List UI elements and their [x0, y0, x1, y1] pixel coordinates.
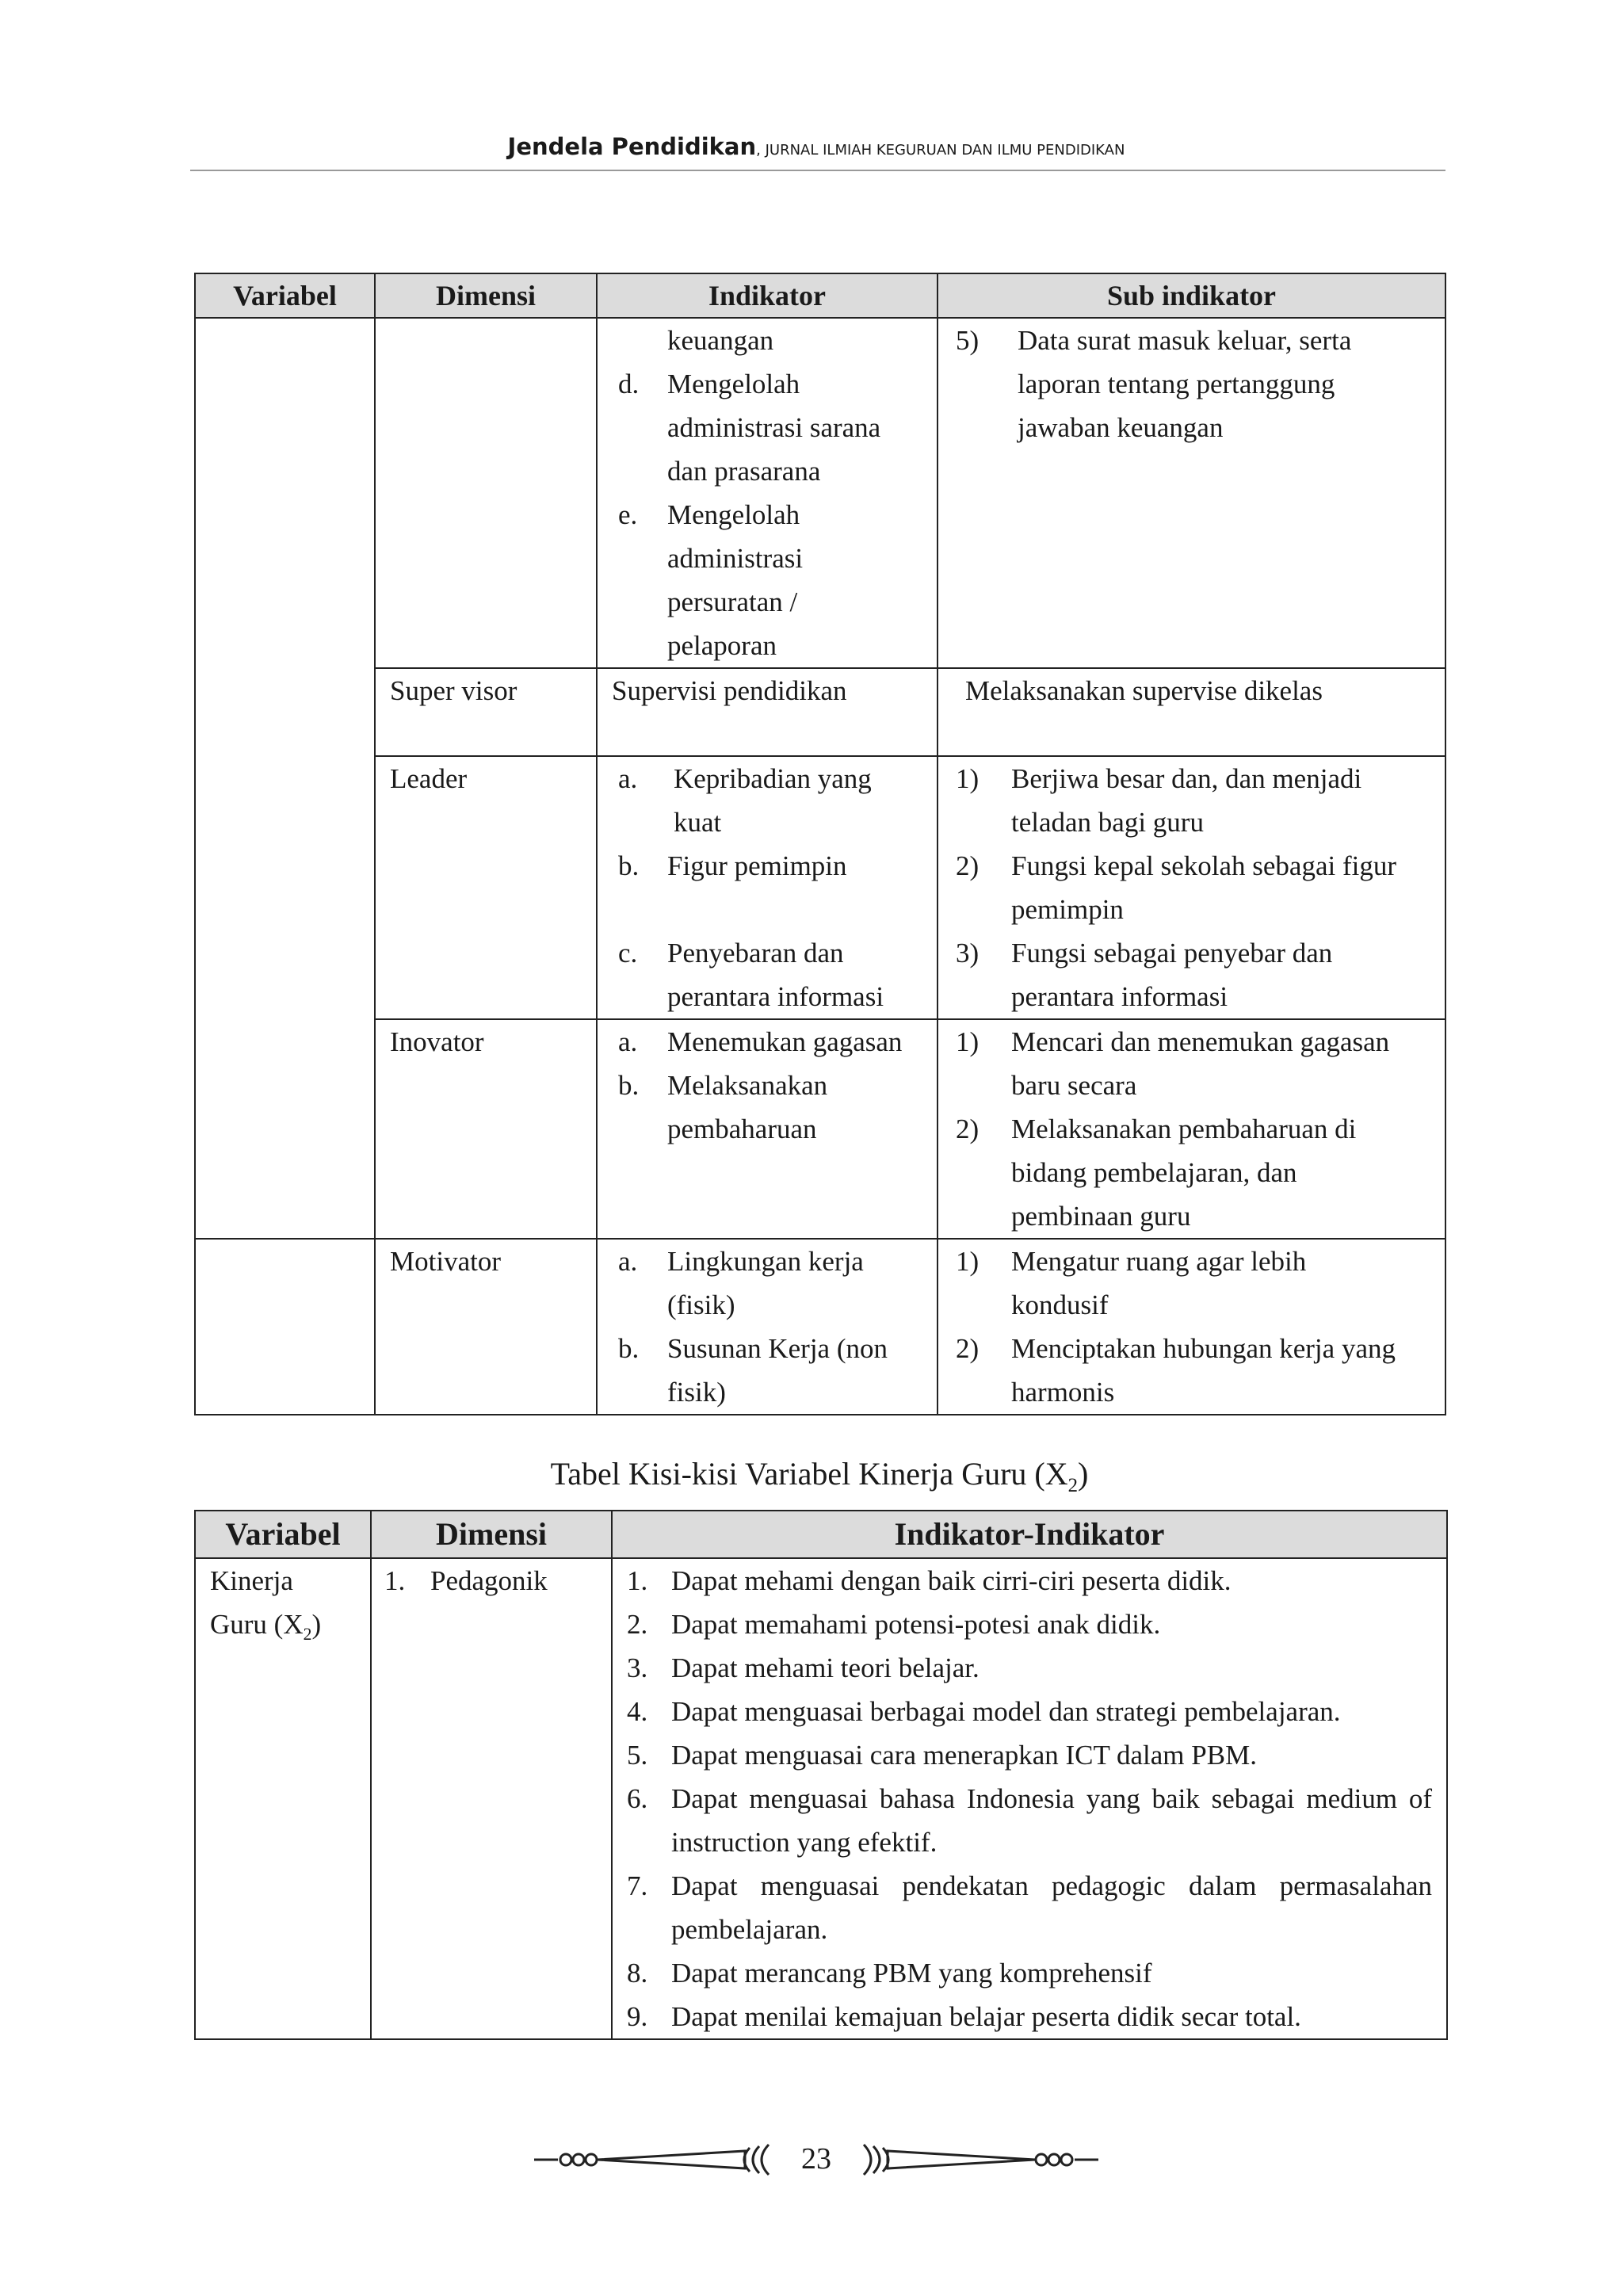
indicator-table-continued — [194, 273, 1446, 1415]
indikator-b: Susunan Kerja (non fisik) — [667, 1333, 888, 1408]
list-marker: 8. — [627, 1958, 648, 1988]
list-marker: a. — [618, 763, 638, 794]
sub-indikator-supervisi: Melaksanakan supervise dikelas — [938, 668, 1445, 756]
sub-indikator-3: Fungsi sebagai penyebar dan perantara informasi — [1011, 938, 1333, 1012]
indikator-supervisi: Supervisi pendidikan — [597, 668, 938, 756]
indikator-item: Dapat menguasai berbagai model dan strategi pembelajaran. — [671, 1696, 1341, 1727]
dimensi-leader: Leader — [375, 756, 597, 1019]
header-indikator: Indikator — [597, 273, 938, 318]
dimensi-motivator: Motivator — [375, 1239, 597, 1415]
indikator-c: Penyebaran dan perantara informasi — [667, 938, 884, 1012]
list-marker: 2) — [956, 1333, 980, 1364]
sub-indikator-cell — [938, 1239, 1445, 1415]
list-marker: 5. — [627, 1740, 648, 1771]
list-marker: 1) — [956, 1246, 980, 1277]
list-marker: c. — [618, 938, 638, 968]
dimensi-inovator: Inovator — [375, 1019, 597, 1239]
indikator-item: Dapat menguasai cara menerapkan ICT dalam PBM. — [671, 1740, 1257, 1771]
header-dimensi: Dimensi — [375, 273, 597, 318]
dimensi-supervisor: Super visor — [375, 668, 597, 756]
table-header-row — [195, 273, 1445, 318]
header-sub-indikator: Sub indikator — [938, 273, 1445, 318]
table-row — [195, 668, 1445, 756]
caption-close: ) — [1078, 1456, 1089, 1492]
caption-text: Tabel Kisi-kisi Variabel Kinerja Guru (X — [550, 1456, 1068, 1492]
indikator-item: Dapat merancang PBM yang komprehensif — [671, 1958, 1152, 1988]
dimensi-pedagonik: Pedagonik — [430, 1565, 548, 1596]
list-marker: 2) — [956, 1114, 980, 1144]
indikator-d: Mengelolah administrasi sarana dan prasarana — [667, 369, 881, 487]
sub-indikator-1: Mengatur ruang agar lebih kondusif — [1011, 1246, 1307, 1320]
indikator-item: Dapat memahami potensi-potesi anak didik. — [671, 1609, 1161, 1640]
table-row — [195, 1019, 1445, 1239]
list-marker: a. — [618, 1246, 638, 1277]
table-row — [195, 318, 1445, 668]
list-marker: 9. — [627, 2001, 648, 2032]
indikator-a: Lingkungan kerja (fisik) — [667, 1246, 864, 1320]
list-marker: 3) — [956, 938, 980, 968]
table-row — [195, 1239, 1445, 1415]
indikator-b: Melaksanakan pembaharuan — [667, 1070, 828, 1144]
indikator-item: Dapat mehami teori belajar. — [671, 1652, 980, 1683]
table-row — [195, 1558, 1447, 2039]
dimensi-cell-empty — [375, 318, 597, 668]
list-marker: b. — [618, 1333, 640, 1364]
variabel-line1: Kinerja — [210, 1565, 293, 1596]
sub-indikator-cell — [938, 756, 1445, 1019]
indikator-a: Menemukan gagasan — [667, 1026, 903, 1057]
header-dimensi: Dimensi — [371, 1511, 612, 1558]
kinerja-guru-table — [194, 1510, 1448, 2040]
list-marker: d. — [618, 369, 640, 399]
variabel-line2-text: Guru (X — [210, 1609, 304, 1640]
running-header — [190, 133, 1442, 160]
indikator-list-cell — [612, 1558, 1447, 2039]
list-marker: 4. — [627, 1696, 648, 1727]
list-marker: 2) — [956, 850, 980, 881]
sub-indikator-5: Data surat masuk keluar, serta laporan tentang pertanggung jawaban keuangan — [1018, 325, 1352, 443]
journal-name: Jendela Pendidikan — [507, 133, 757, 160]
indikator-cell — [597, 1019, 938, 1239]
list-marker: 1) — [956, 1026, 980, 1057]
indikator-b: Figur pemimpin — [667, 850, 847, 881]
header-divider — [190, 170, 1445, 171]
sub-indikator-2: Fungsi kepal sekolah sebagai figur pemimpin — [1011, 850, 1397, 925]
sub-indikator-1: Mencari dan menemukan gagasan baru secara — [1011, 1026, 1390, 1101]
sub-indikator-cell — [938, 1019, 1445, 1239]
sub-indikator-cell — [938, 318, 1445, 668]
header-variabel: Variabel — [195, 273, 375, 318]
sub-indikator-1: Berjiwa besar dan, dan menjadi teladan bagi guru — [1011, 763, 1362, 838]
list-marker: 6. — [627, 1783, 648, 1814]
indikator-e: Mengelolah administrasi persuratan / pelaporan — [667, 499, 804, 661]
indikator-item: Dapat mehami dengan baik cirri-ciri peserta didik. — [671, 1565, 1232, 1596]
indikator-cell — [597, 1239, 938, 1415]
indikator-continuation: keuangan — [667, 325, 774, 356]
list-marker: 3. — [627, 1652, 648, 1683]
variabel-close: ) — [311, 1609, 322, 1640]
list-marker: 5) — [956, 325, 980, 356]
list-marker: b. — [618, 850, 640, 881]
table-row — [195, 756, 1445, 1019]
list-marker: b. — [618, 1070, 640, 1101]
list-marker: 7. — [627, 1870, 648, 1901]
list-marker: 2. — [627, 1609, 648, 1640]
list-marker: a. — [618, 1026, 638, 1057]
caption-subscript: 2 — [1067, 1475, 1079, 1496]
indikator-item: Dapat menguasai pendekatan pedagogic dalam permasalahan pembelajaran. — [671, 1870, 1432, 1945]
list-marker: e. — [618, 499, 638, 530]
indikator-item: Dapat menguasai bahasa Indonesia yang baik sebagai medium of instruction yang efektif. — [671, 1783, 1432, 1858]
variabel-cell-empty — [195, 318, 375, 1239]
table-header-row — [195, 1511, 1447, 1558]
table-caption — [194, 1455, 1445, 1496]
variabel-cell-empty — [195, 1239, 375, 1415]
sub-indikator-2: Menciptakan hubungan kerja yang harmonis — [1011, 1333, 1396, 1408]
variabel-kinerja-guru — [195, 1558, 371, 2039]
list-marker: 1. — [627, 1565, 648, 1596]
indikator-cell — [597, 318, 938, 668]
sub-indikator-2: Melaksanakan pembaharuan di bidang pembelajaran, dan pembinaan guru — [1011, 1114, 1357, 1232]
header-variabel: Variabel — [195, 1511, 371, 1558]
indikator-a: Kepribadian yang kuat — [674, 763, 872, 838]
header-indikator-indikator: Indikator-Indikator — [612, 1511, 1447, 1558]
page-number: 23 — [801, 2142, 831, 2176]
list-marker: 1. — [384, 1565, 406, 1596]
indikator-item: Dapat menilai kemajuan belajar peserta didik secar total. — [671, 2001, 1301, 2032]
page-footer — [531, 2132, 1102, 2187]
list-marker: 1) — [956, 763, 980, 794]
journal-subtitle: , JURNAL ILMIAH KEGURUAN DAN ILMU PENDIDIKAN — [756, 142, 1125, 159]
indikator-cell — [597, 756, 938, 1019]
variabel-subscript: 2 — [303, 1625, 312, 1644]
dimensi-cell — [371, 1558, 612, 2039]
variabel-line2 — [210, 1603, 370, 1646]
